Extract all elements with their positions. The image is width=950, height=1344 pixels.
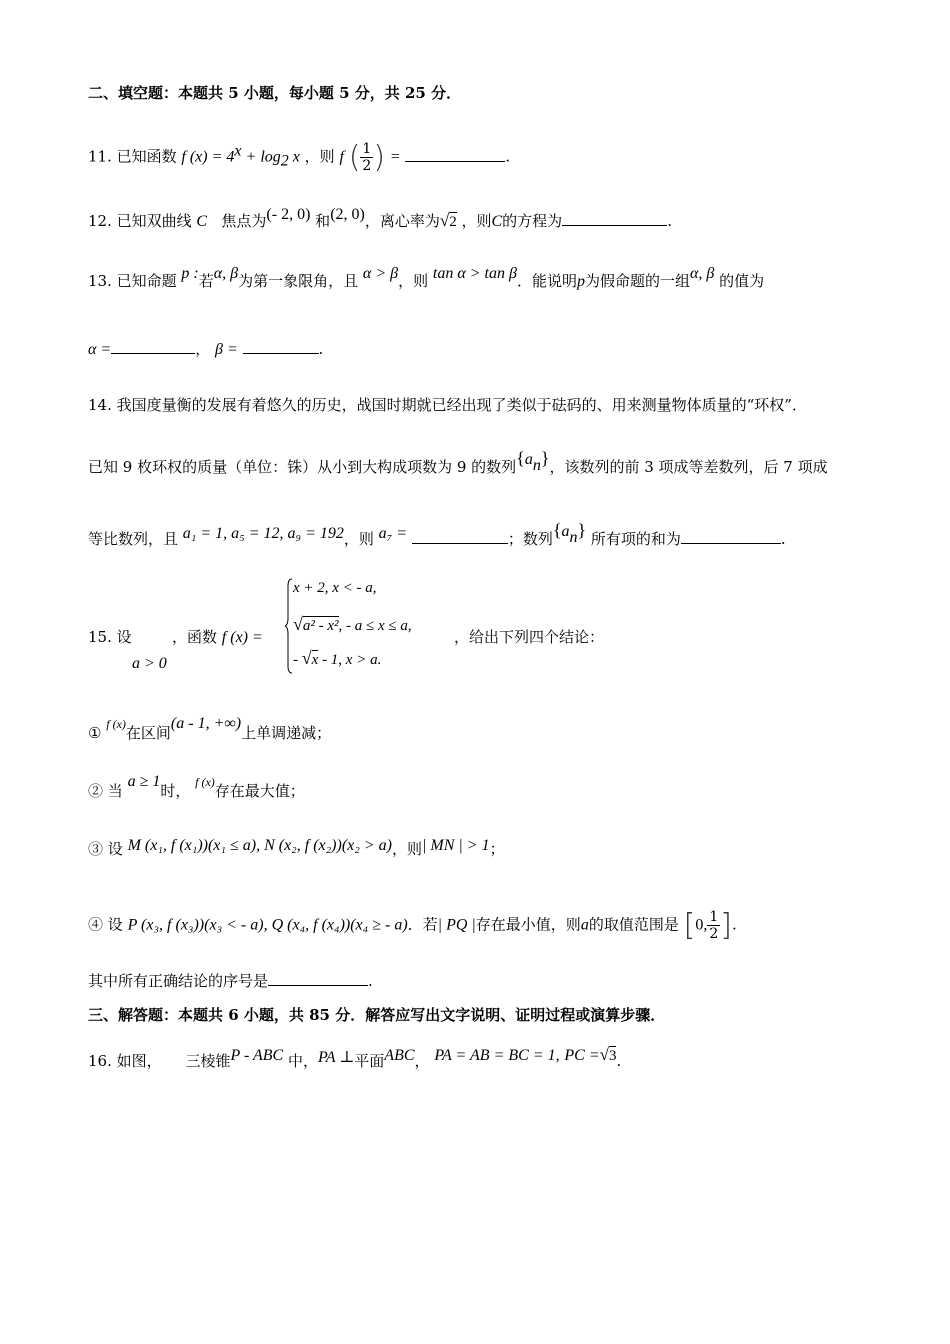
q14-an: a [524,451,533,468]
q13-alpha-blank[interactable] [111,339,195,354]
q11-end: . [505,147,511,166]
q15-end-text: 其中所有正确结论的序号是 [88,972,269,990]
q12-and: 和 [315,212,331,230]
q12-ecc: ，离心率为 [364,212,440,230]
q11-f: f [339,148,344,166]
q15-case3: - √x - 1, x > a. [293,648,382,668]
section2-header: 二、填空题：本题共 5 小题，每小题 5 分，共 25 分． [88,84,462,102]
c1-text2: 上单调递减； [241,724,332,742]
q16-pyr: 三棱锥 [185,1052,231,1070]
q12-focus: 焦点为 [221,212,267,230]
c3-mark: ③ 设 [88,840,123,858]
q15-func: f (x) = [221,629,263,646]
c4-range: 的取值范围是 [588,915,679,934]
q16-end: . [616,1052,622,1070]
c4-pq: | PQ | [437,916,476,934]
q14-an-sub: n [532,457,541,474]
q15-case1: x + 2, x < - a, [293,580,377,596]
q15-case3-tail: - 1, x > a. [318,652,382,668]
q13-p2: p [576,273,585,290]
q13-can: ．能说明 [516,272,577,290]
q13-if: 若 [198,272,214,290]
c2-fx: f (x) [195,775,215,789]
c4-zero: 0, [695,916,708,934]
q13-tan: tan α > tan β [432,265,517,282]
c3-pts: M (x₁, f (x₁))(x₁ ≤ a), N (x₂, f (x₂))(x₂ > a) [127,837,392,854]
q13-comma: ， [195,340,211,358]
q14-semi: ；数列 [507,530,553,548]
q12-p1: (- 2, 0) [266,206,311,223]
c2-text1: 时， [160,782,191,800]
q16-pa: PA ⊥ [318,1049,355,1066]
conclusion-4: ④ 设 P (x₃, f (x₃))(x₃ < - a), Q (x₄, f (x₄))(x₄ ≥ - a)．若| PQ |存在最小值，则a的取值范围是 [0, $\frac{1}{2}$ ]. [88,908,737,943]
c1-interval: (a - 1, +∞) [170,715,242,732]
q11-answer-blank[interactable] [405,147,505,162]
q15-answer-blank[interactable] [268,971,368,986]
q13-beta: β = [215,341,238,358]
q13-ab2: α, β [689,265,715,282]
c1-fx: f (x) [106,717,126,731]
q13-p: p : [181,265,199,282]
c4-if: ．若 [407,915,438,934]
q15-case3-rad: x [311,652,319,668]
q11-then: ，则 [304,147,335,166]
c2-cond: a ≥ 1 [127,773,161,790]
q14-line2: 已知 9 枚环权的质量（单位：铢）从小到大构成项数为 9 的数列$\{a_n\}$，该数列的前 3 项成等差数列，后 7 项成 [88,448,828,476]
question-16: 16. 如图， 三棱锥P - ABC 中，PA ⊥平面ABC， PA = AB = BC = 1, PC =√3. [88,1045,622,1070]
c3-end: ； [489,840,505,858]
question-13-answers [88,338,323,359]
q13-alpha: α = [88,341,112,358]
q14-a7: a₇ = [378,525,408,542]
q13-then: ，则 [398,272,429,290]
q15-func-label-text: ，函数 [172,628,218,646]
question-11: 11. 已知函数 f $(x) = 4^x + \log_2 x$ ，则 f ( $\frac{1}{2}$ ) = . [88,140,511,175]
q14-an-sub-2: n [569,529,578,546]
conclusion-2 [88,773,305,801]
q14-an-2: a [561,523,570,540]
c4-a: a [580,916,589,934]
q11-eq: = [389,148,401,166]
q16-plane: 平面 [354,1052,385,1070]
q11-mid: + log [241,148,281,166]
q16-mid: 中， [288,1052,319,1070]
q14-then: ，则 [343,530,374,548]
q16-name: P - ABC [230,1047,284,1064]
conclusion-3 [88,838,505,859]
c4-end: . [731,915,737,934]
c4-pts: P (x₃, f (x₃))(x₃ < - a), Q (x₄, f (x₄))(x₄ ≥ - a) [127,916,408,934]
q12-end: . [667,212,672,230]
q15-end [88,970,373,991]
q14-a7-blank[interactable] [412,529,508,544]
q16-comma: ， [414,1052,430,1070]
q14-line1: 14. 我国度量衡的发展有着悠久的历史，战国时期就已经出现了类似于砝码的、用来测量物体质量的“环权”． [88,396,807,414]
c4-text: 存在最小值，则 [475,915,581,934]
c1-text1: 在区间 [125,724,171,742]
q12-c: C [196,213,208,230]
q15-give: ，给出下列四个结论： [454,628,605,646]
q12-answer-blank[interactable] [562,211,667,226]
q12-sqrt: 2 [449,214,457,230]
c3-then: ，则 [391,840,422,858]
c4-fraction: $\frac{1}{2}$ [709,909,719,942]
c2-text2: 存在最大值； [214,782,305,800]
q13-first: 为第一象限角，且 [238,272,359,290]
q14-cond: a₁ = 1, a₅ = 12, a₉ = 192 [182,525,344,542]
q15-case2-rad: a² - x² [302,618,339,634]
q12-p2: (2, 0) [330,206,365,223]
section3-header: 三、解答题：本题共 6 小题，共 85 分．解答应写出文字说明、证明过程或演算步骤． [88,1006,666,1024]
q11-prefix: 11. 已知函数 [88,147,177,166]
q12-c2: C [491,213,503,230]
q11-sub: 2 [280,152,289,170]
q15-case2: √a² - x², - a ≤ x ≤ a, [293,614,412,634]
q14-line2a: 已知 9 枚环权的质量（单位：铢）从小到大构成项数为 9 的数列 [88,458,517,476]
c3-ineq: | MN | > 1 [421,837,490,854]
q15-end-dot: . [368,972,373,990]
q14-sum: 所有项的和为 [590,530,681,548]
q12-eq: 的方程为 [502,212,563,230]
q12-then: ，则 [461,212,492,230]
q13-beta-blank[interactable] [243,339,319,354]
q15-case2-tail: , - a ≤ x ≤ a, [338,618,412,634]
q16-sqrt: 3 [608,1048,617,1064]
q16-eq: PA = AB = BC = 1, [434,1047,560,1064]
q15-cond: a > 0 [132,655,167,672]
q16-pc: PC = [564,1047,600,1064]
q13-end: . [318,340,324,358]
q15-case3-pre: - [293,652,302,668]
q11-tail: x [288,148,300,166]
q14-line3a: 等比数列，且 [88,530,179,548]
c1-mark: ① [88,724,102,742]
q12-prefix: 12. 已知双曲线 [88,212,192,230]
q14-line2b: ，该数列的前 3 项成等差数列，后 7 项成 [549,458,828,476]
question-13 [88,265,765,291]
q16-prefix: 16. 如图， [88,1052,162,1070]
q15-prefix: 15. 设 [88,628,132,646]
q11-func: f (x) = 4 [181,148,235,166]
q15-func-label [172,626,263,647]
q14-line3: 等比数列，且 a₁ = 1, a₅ = 12, a₉ = 192，则 a₇ = ；数列$\{a_n\}$ 所有项的和为 . [88,520,786,548]
c4-mark: ④ 设 [88,915,123,934]
q16-abc: ABC [384,1047,415,1064]
conclusion-1 [88,715,332,743]
q14-end: . [780,530,786,548]
q13-value: 的值为 [719,272,765,290]
question-12: 12. 已知双曲线 C 焦点为(- 2, 0) 和(2, 0)，离心率为√2 ，则C的方程为 . [88,206,672,230]
q11-exp: x [234,142,242,160]
q11-fraction: $\frac{1}{2}$ [362,141,372,174]
q13-false: 为假命题的一组 [584,272,690,290]
q14-sum-blank[interactable] [681,529,781,544]
q13-cond: α > β [362,265,399,282]
q13-ab: α, β [213,265,239,282]
q15-brace [285,578,293,674]
c2-mark: ② 当 [88,782,123,800]
q13-prefix: 13. 已知命题 [88,272,177,290]
